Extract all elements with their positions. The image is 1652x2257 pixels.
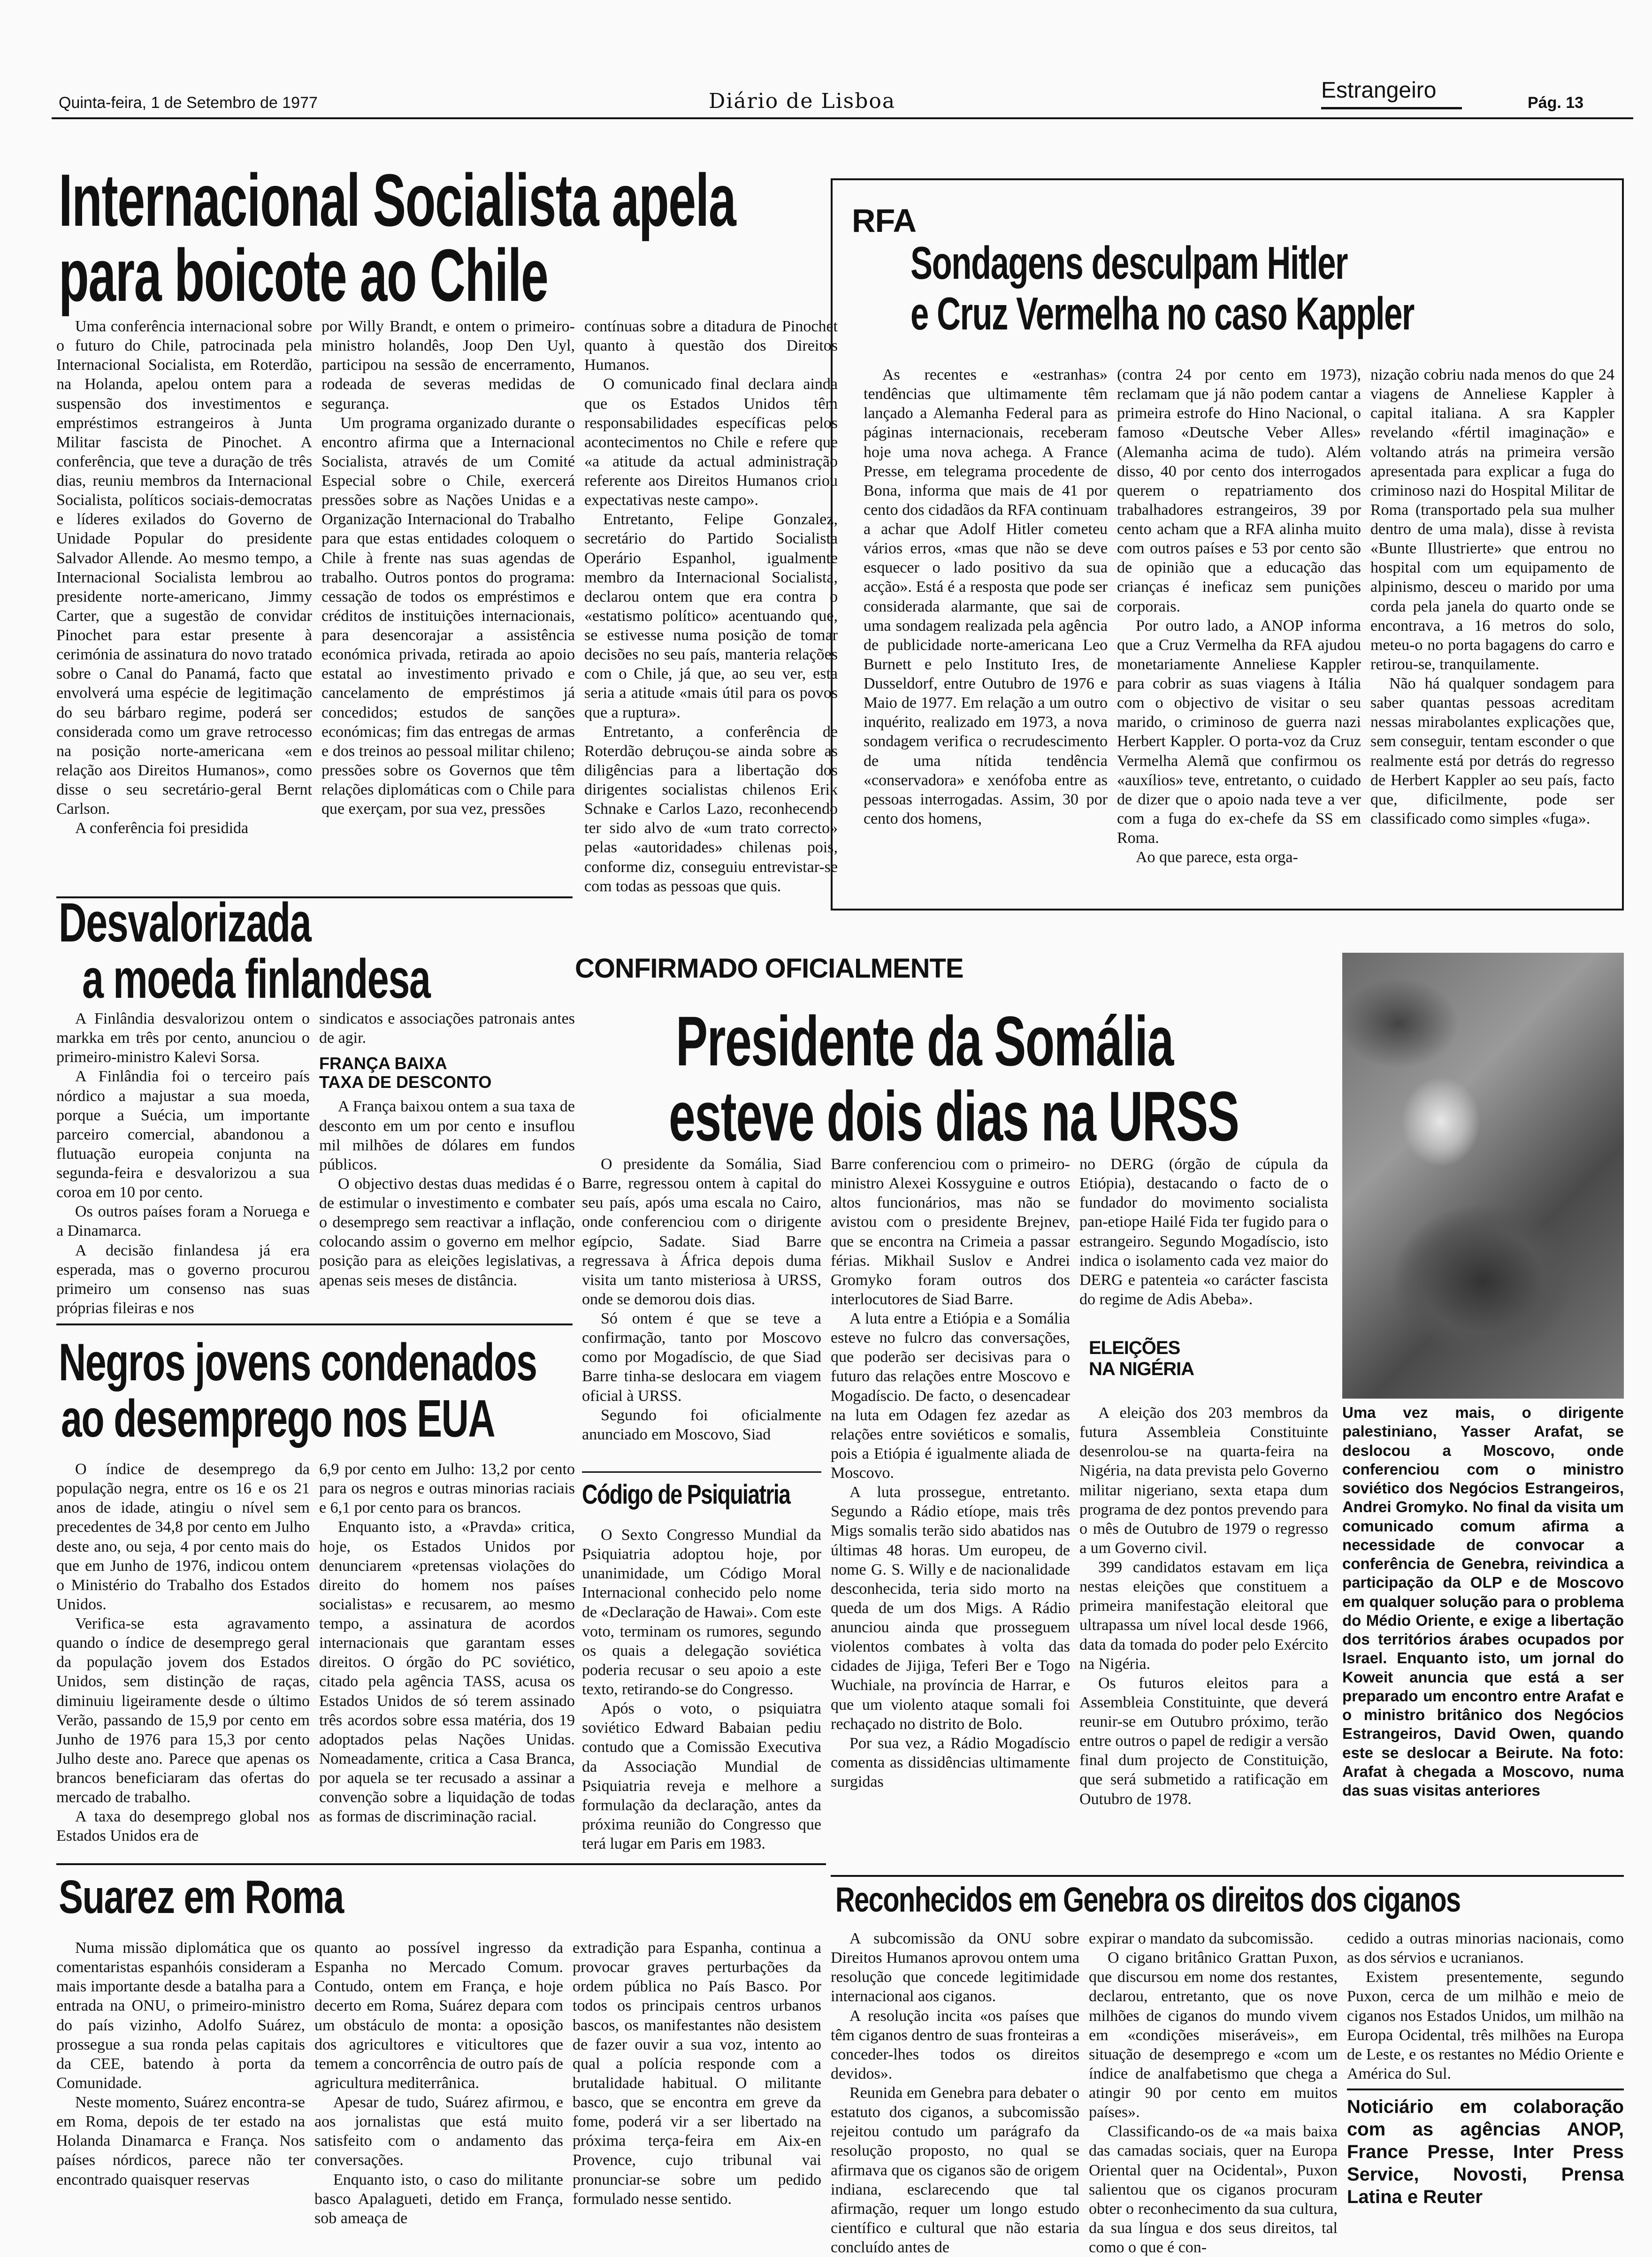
art5-paragraph: no DERG (órgão de cúpula da Etiópia), destacando o facto de o fundador do movimento socialista pan-etiope Hailé Fida ter fugido para o estrangeiro. Segundo Mogadíscio, isto indica o isolamento cada vez maior do DERG e patenteia «o carácter fascista do regime de Adis Abeba». — [1079, 1155, 1328, 1308]
art9-paragraph: Existem presentemente, segundo Puxon, cerca de um milhão e meio de ciganos nos Estados Unidos, um milhão na Europa Ocidental, três milhões na Europa de Leste, e os restantes no Médio Oriente e América do Sul. — [1347, 1968, 1624, 2082]
page-date: Quinta-feira, 1 de Setembro de 1977 — [59, 94, 318, 112]
art2-headline-line2: e Cruz Vermelha no caso Kappler — [910, 288, 1414, 339]
art3-subheading — [319, 1054, 575, 1091]
art5-column-2 — [831, 1155, 1070, 1873]
art5-column-3 — [1079, 1155, 1328, 1324]
art4-headline-line2: ao desemprego nos EUA — [61, 1389, 495, 1448]
art9-paragraph: cedido a outras minorias nacionais, como as dos sérvios e ucranianos. — [1347, 1930, 1624, 1967]
art3-paragraph: A Finlândia desvalorizou ontem o markka em três por cento, anunciou o primeiro-ministro Kalevi Sorsa. — [56, 1010, 310, 1066]
art5-paragraph: O presidente da Somália, Siad Barre, regressou ontem à capital do seu país, após uma escala no Cairo, onde conferenciou com o dirigente egípcio, Sadate. Siad Barre regressava à África depois duma visita um tanto misteriosa à URSS, onde se demorou dois dias. — [582, 1155, 821, 1308]
art5-paragraph: A luta prossegue, entretanto. Segundo a Rádio etíope, mais três Migs somalis terão sido abatidos nas últimas 48 horas. Um europeu, de nome G. S. Willy e de nacionalidade desconhecida, teria sido morto na queda de um dos Migs. A Rádio anunciou ainda que prosseguem violentos combates à volta das cidades de Jijiga, Teferi Ber e Togo Wuchiale, na província de Harrar, e que um violento ataque somali foi rechaçado no distrito de Bolo. — [831, 1484, 1070, 1733]
divider — [1347, 2089, 1624, 2090]
divider — [56, 1324, 573, 1325]
art3-paragraph: A decisão finlandesa já era esperada, mas o governo procurou primeiro um consenso nas suas próprias fileiras e nos — [56, 1241, 310, 1317]
art7-paragraph: Os futuros eleitos para a Assembleia Constituinte, que deverá reunir-se em Outubro próximo, terão entre outros o papel de redigir a versão final dum projecto de Constituição, que será submetido a ratificação em Outubro de 1978. — [1079, 1674, 1328, 1808]
art8-paragraph: Neste momento, Suárez encontra-se em Roma, depois de ter estado na Holanda Dinamarca e França. Nos países nórdicos, parece não ter encontrado quaisquer reservas — [56, 2094, 305, 2188]
art3-headline-line2: a moeda finlandesa — [82, 948, 430, 1010]
art4-paragraph: Verifica-se esta agravamento quando o índice de desemprego geral da população jovem dos Estados Unidos, sem distinção de raças, diminuiu ligeiramente desde o último Verão, passando de 15,9 por cento em Junho de 1976 para 15,3 por cento Julho deste ano. Parece que apenas os brancos beneficiaram das ofertas do mercado de trabalho. — [56, 1615, 310, 1806]
art8-column-1 — [56, 1938, 305, 2201]
art3-paragraph: A Finlândia foi o terceiro país nórdico a majustar a sua moeda, porque a Suécia, um importante parceiro comercial, abandonou a flutuação europeia conjunta na segunda-feira e desvalorizou a sua coroa em 10 por cento. — [56, 1068, 310, 1201]
art9-column-1 — [831, 1929, 1079, 2256]
art1-paragraph: Uma conferência internacional sobre o futuro do Chile, patrocinada pela Internacional Socialista, em Roterdão, na Holanda, apelou ontem para a suspensão dos investimentos e empréstimos estrangeiros à Junta Militar fascista de Pinochet. A conferência, que teve a duração de três dias, reuniu membros da Internacional Socialista, políticos sociais-democratas e líderes exilados do Governo de Unidade Popular do presidente Salvador Allende. Ao mesmo tempo, a Internacional Socialista lembrou ao presidente norte-americano, Jimmy Carter, que a sugestão de convidar Pinochet para estar presente à cerimónia de assinatura do novo tratado sobre o Canal do Panamá, facto que envolverá uma espécie de legitimação do seu bárbaro regime, poderá ser considerada como um grave retrocesso na posição norte-americana «em relação aos Direitos Humanos», como disse o seu secretário-geral Bernt Carlson. — [56, 318, 312, 818]
art6-body — [582, 1525, 821, 1873]
art7-paragraph: 399 candidatos estavam em liça nestas eleições que constituem a primeira manifestação eleitoral que ultrapassa um nível local desde 1966, data da tomada do poder pelo Exército na Nigéria. — [1079, 1559, 1328, 1673]
art3-subheading-line1: FRANÇA BAIXA — [319, 1054, 447, 1073]
art5-headline-line2: esteve dois dias na URSS — [669, 1077, 1239, 1155]
art2-column-2 — [1117, 365, 1361, 900]
art3-subheading-line2: TAXA DE DESCONTO — [319, 1072, 492, 1092]
art5-kicker: CONFIRMADO OFICIALMENTE — [575, 953, 964, 984]
art8-paragraph: Apesar de tudo, Suárez afirmou, e aos jornalistas que está muito satisfeito com o andamento das conversações. — [314, 2094, 563, 2169]
art5-paragraph: Só ontem é que se teve a confirmação, tanto por Moscovo como por Mogadíscio, de que Siad Barre tinha-se deslocara em viagem oficial à URSS. — [582, 1310, 821, 1405]
art2-paragraph: Ao que parece, esta orga- — [1136, 849, 1298, 866]
art8-headline: Suarez em Roma — [59, 1871, 344, 1923]
section-underline — [1321, 107, 1462, 109]
art3-paragraph: A França baixou ontem a sua taxa de desconto em um por cento e insuflou mil milhões de dólares em fundos públicos. — [319, 1098, 575, 1173]
page-number: Pág. 13 — [1528, 94, 1584, 112]
art5-headline-line1: Presidente da Somália — [676, 1002, 1173, 1080]
art8-paragraph: Numa missão diplomática que os comentaristas espanhóis consideram a mais importante desde a batalha para a entrada na ONU, o primeiro-ministro do país vizinho, Adolfo Suárez, prossegue a sua ronda pelas capitais da CEE, batendo à porta da Comunidade. — [56, 1939, 305, 2092]
art7-headline-line2: NA NIGÉRIA — [1089, 1359, 1194, 1379]
art4-column-1 — [56, 1460, 310, 1873]
arafat-photo — [1342, 953, 1624, 1399]
art2-paragraph: As recentes e «estranhas» tendências que ultimamente têm lançado a Alemanha Federal para as páginas internacionais, receberam hoje uma nova achega. A France Presse, em telegrama procedente de Bona, informa que mais de 41 por cento dos cidadãos da RFA continuam a achar que Adolf Hitler cometeu vários erros, «mas que não se deve esquecer o lado positivo da sua acção». Está é a resposta que pode ser considerada alarmante, que sai de uma sondagem realizada pela agência de publicidade norte-americana Leo Burnett e pelo Instituto Ires, de Dusseldorf, entre Outubro de 1976 e Maio de 1977. Em relação a um outro inquérito, realizado em 1973, a nova sondagem verifica o recrudescimento de uma nítida tendência «conservadora» e xenófoba entre as pessoas interrogadas. Assim, 30 por cento dos homens, — [864, 366, 1108, 827]
art1-column-3 — [584, 317, 838, 908]
art5-paragraph: Por sua vez, a Rádio Mogadíscio comenta as dissidências ultimamente surgidas — [831, 1734, 1070, 1790]
header-rule — [52, 117, 1633, 119]
art2-column-3 — [1370, 365, 1614, 900]
art6-headline: Código de Psiquiatria — [582, 1479, 790, 1510]
art2-paragraph: Não há qualquer sondagem para saber quantas pessoas acreditam nessas mirabolantes explicações que, sem conseguir, tentam esconder o que realmente está por detrás do regresso de Herbert Kappler ao seu país, facto que, dificilmente, pode ser classificado como simples «fuga». — [1370, 675, 1614, 827]
art8-paragraph: Enquanto isto, o caso do militante basco Apalagueti, detido em França, sob ameaça de — [314, 2171, 563, 2227]
art3-paragraph: sindicatos e associações patronais antes de agir. — [319, 1010, 575, 1047]
art1-paragraph: Um programa organizado durante o encontro afirma que a Internacional Socialista, através de um Comité Especial sobre o Chile, exercerá pressões sobre as Nações Unidas e a Organização Internacional do Trabalho para que estas entidades coloquem o Chile à frente nas suas agendas de trabalho. Outros pontos do programa: cessação de todos os empréstimos e créditos de instituições internacionais, para desencorajar a assistência económica privada, retirada ao apoio estatal ao investimento privado e cancelamento de empréstimos já concedidos; estudos de sanções económicas; fim das entregas de armas e dos treinos ao pessoal militar chileno; pressões sobre os Governos que têm relações diplomáticas com o Chile para que exerçam, por sua vez, pressões — [321, 414, 575, 818]
art8-paragraph: quanto ao possível ingresso da Espanha no Mercado Comum. Contudo, ontem em França, e hoje decerto em Roma, Suárez depara com um obstáculo de monta: a oposição dos agricultores e viticultores que temem a concorrência de outro país de agricultura mediterrânica. — [314, 1939, 563, 2092]
art7-paragraph: A eleição dos 203 membros da futura Assembleia Constituinte desenrolou-se na quarta-feira na Nigéria, na data prevista pelo Governo militar nigeriano, sexta etapa dum programa de dez pontos prevendo para o mês de Outubro de 1979 o regresso a um Governo civil. — [1079, 1404, 1328, 1557]
art8-column-3 — [573, 1938, 821, 2208]
art5-paragraph: A luta entre a Etiópia e a Somália esteve no fulcro das conversações, que poderão ser decisivas para o futuro das relações entre Moscovo e Mogadíscio. De facto, o desencadear na luta em Odagen fez azedar as relações entre soviéticos e somalis, pois a Etiópia é igualmente aliada de Moscovo. — [831, 1310, 1070, 1482]
divider — [831, 1875, 1624, 1877]
art2-label: RFA — [852, 202, 916, 239]
masthead: Diário de Lisboa — [709, 89, 896, 113]
art4-paragraph: O índice de desemprego da população negra, entre os 16 e os 21 anos de idade, atingiu o nível sem precedentes de 34,8 por cento em Julho deste ano, ou seja, 4 por cento mais do que em Junho de 1976, indicou ontem o Ministério do Trabalho dos Estados Unidos. — [56, 1461, 310, 1613]
art9-paragraph: A resolução incita «os países que têm ciganos dentro de suas fronteiras a conceder-lhes todos os direitos devidos». — [831, 2007, 1079, 2082]
art9-paragraph: Reunida em Genebra para debater o estatuto dos ciganos, a subcomissão rejeitou contudo um parágrafo da resolução proposto, no qual se afirmava que os ciganos são de origem indiana, esclarecendo que tal afirmação, requer um longo estudo científico e cultural que não estaria concluído antes de — [831, 2084, 1079, 2256]
art2-paragraph: Por outro lado, a ANOP informa que a Cruz Vermelha da RFA ajudou monetariamente Anneliese Kappler para cobrir as suas viagens à Itália com o objectivo de visitar o seu marido, o criminoso de guerra nazi Herbert Kappler. O porta-voz da Cruz Vermelha Alemã que confirmou os «auxílios» teve, entretanto, o cuidado de dizer que o apoio nada teve a ver com a fuga do ex-chefe da SS em Roma. — [1117, 617, 1361, 847]
art4-paragraph: Enquanto isto, a «Pravda» critica, hoje, os Estados Unidos por denunciarem «pretensas violações do direito do homem nos países socialistas» e recusarem, ao mesmo tempo, a assinatura de acordos internacionais que garantam esses direitos. O órgão do PC soviético, citado pela agência TASS, acusa os Estados Unidos de só terem assinado três acordos sobre essa matéria, dos 19 adoptados pelas Nações Unidas. Nomeadamente, critica a Casa Branca, por aquela se ter recusado a assinar a convenção sobre a liquidação de todas as formas de discriminação racial. — [319, 1518, 575, 1826]
agencies-note: Noticiário em colaboração com as agências ANOP, France Presse, Inter Press Service, Novosti, Prensa Latina e Reuter — [1347, 2096, 1624, 2207]
art2-column-1 — [864, 365, 1108, 900]
art4-column-2 — [319, 1460, 575, 1873]
art9-paragraph: O cigano britânico Grattan Puxon, que discursou em nome dos restantes, declarou, entretanto, que os nove milhões de ciganos do mundo vivem em «condições miseráveis», em situação de desemprego e «com um índice de analfabetismo que chega a atingir 90 por cento em muitos países». — [1089, 1949, 1338, 2121]
art3-paragraph: O objectivo destas duas medidas é o de estimular o investimento e combater o desemprego sem reactivar a inflação, colocando assim o governo em melhor posição para as eleições legislativas, a apenas seis meses de distância. — [319, 1175, 575, 1289]
art3-column-2 — [319, 1009, 575, 1319]
art1-paragraph: A conferência foi presidida — [75, 819, 249, 837]
art5-paragraph: Segundo foi oficialmente anunciado em Moscovo, Siad — [582, 1406, 821, 1443]
art1-column-1 — [56, 317, 312, 859]
section-name: Estrangeiro — [1321, 78, 1437, 103]
art4-paragraph: A taxa do desemprego global nos Estados Unidos era de — [56, 1808, 310, 1845]
art2-paragraph: nização cobriu nada menos do que 24 viagens de Anneliese Kappler à capital italiana. A sra Kappler revelando «fértil imaginação» e voltando atrás na primeira versão apresentada para explicar a fuga do criminoso nazi do Hospital Militar de Roma (transportado pela sua mulher dentro de uma mala), disse à revista «Bunte Illustrierte» que entrou no hospital com um equipamento de alpinismo, desceu o marido por uma corda pela janela do quarto onde se encontrava, a 16 metros do solo, meteu-o no porta bagagens do carro e retirou-se, tranquilamente. — [1370, 366, 1614, 673]
art8-paragraph: extradição para Espanha, continua a provocar graves perturbações da ordem pública no País Basco. Por todos os principais centros urbanos bascos, os manifestantes não desistem de fazer ouvir a sua voz, intento ao qual a polícia responde com a brutalidade habitual. O militante basco, que se encontra em greve da fome, poderá vir a ser libertado na próxima terça-feira em Aix-en Provence, cujo tribunal vai pronunciar-se sobre um pedido formulado nesse sentido. — [573, 1939, 821, 2208]
art2-headline-line1: Sondagens desculpam Hitler — [910, 237, 1348, 289]
art9-paragraph: Classificando-os de «a mais baixa das camadas sociais, quer na Europa Oriental quer na Ocidental», Puxon salientou que os ciganos procuram obter o reconhecimento da sua cultura, da sua língua e dos seus direitos, tal como o que é con- — [1089, 2123, 1338, 2256]
art4-paragraph: 6,9 por cento em Julho: 13,2 por cento para os negros e outras minorias raciais e 6,1 por cento para os brancos. — [319, 1461, 575, 1517]
art1-headline-line1: Internacional Socialista apela — [59, 159, 736, 242]
art1-paragraph: Entretanto, Felipe Gonzalez, secretário do Partido Socialista Operário Espanhol, igualmente membro da Internacional Socialista, declarou ontem que era contra o «estatismo político» acentuando que, se estivesse numa posição de tomar decisões no seu país, manteria relações com o Chile, já que, ao seu ver, esta seria a atitude «mais útil para os povos que a ruptura». — [584, 511, 838, 721]
divider — [582, 1471, 821, 1473]
art9-paragraph: expirar o mandato da subcomissão. — [1089, 1930, 1314, 1947]
art9-headline: Reconhecidos em Genebra os direitos dos ciganos — [835, 1880, 1461, 1919]
art5-column-1 — [582, 1155, 821, 1443]
art7-headline-line1: ELEIÇÕES — [1089, 1338, 1180, 1358]
art3-column-1 — [56, 1009, 310, 1319]
art3-paragraph: Os outros países foram a Noruega e a Dinamarca. — [56, 1203, 310, 1240]
art7-body — [1079, 1403, 1328, 1873]
art1-column-2 — [321, 317, 575, 859]
art1-paragraph: O comunicado final declara ainda que os Estados Unidos têm responsabilidades específicas pelos acontecimentos no Chile e refere que «a atitude da actual administração referente aos Direitos Humanos criou expectativas neste campo». — [584, 375, 838, 509]
art1-headline-line2: para boicote ao Chile — [59, 234, 548, 317]
art6-paragraph: Após o voto, o psiquiatra soviético Edward Babaian pediu contudo que a Comissão Executiva da Associação Mundial de Psiquiatria reveja e melhore a formulação da declaração, antes da próxima reunião do Congresso que terá lugar em Paris em 1983. — [582, 1700, 821, 1852]
art9-column-2 — [1089, 1929, 1338, 2256]
art6-paragraph: O Sexto Congresso Mundial da Psiquiatria adoptou hoje, por unanimidade, um Código Moral Internacional conhecido pelo nome de «Declaração de Hawai». Com este voto, terminam os rumores, segundo os quais a delegação soviética poderia recusar o seu apoio a este texto, retirando-se do Congresso. — [582, 1526, 821, 1698]
art2-paragraph: (contra 24 por cento em 1973), reclamam que já não podem cantar a primeira estrofe do Hino Nacional, o famoso «Deutsche Veber Alles» (Alemanha acima de tudo). Além disso, 40 por cento dos interrogados querem o repatriamento dos trabalhadores estrangeiros, 39 por cento acham que a RFA alinha muito com outros países e 53 por cento são de opinião que a educação das crianças é ineficaz sem punições corporais. — [1117, 366, 1361, 615]
art4-headline-line1: Negros jovens condenados — [59, 1333, 537, 1392]
divider — [56, 1863, 826, 1865]
art8-column-2 — [314, 1938, 563, 2227]
photo-caption: Uma vez mais, o dirigente palestiniano, Yasser Arafat, se deslocou a Moscovo, onde conferenciou com o ministro soviético dos Negócios Estrangeiros, Andrei Gromyko. No final da visita um comunicado comum afirma a necessidade de convocar a conferência de Genebra, reivindica a participação da OLP e de Moscovo em qualquer solução para o problema do Médio Oriente, e exige a libertação dos territórios árabes ocupados por Israel. Enquanto isto, um jornal do Koweit anuncia que está a ser preparado um encontro entre Arafat e o ministro britânico dos Negócios Estrangeiros, David Owen, quando este se deslocar a Beirute. Na foto: Arafat à chegada a Moscovo, numa das suas visitas anteriores — [1342, 1404, 1624, 1799]
art1-paragraph: Entretanto, a conferência de Roterdão debruçou-se ainda sobre as diligências para a libertação dos dirigentes socialistas chilenos Erik Schnake e Carlos Lazo, reconhecendo ter sido alvo de «um trato correcto» pelas «autoridades» chilenas pois, conforme diz, conseguiu entrevistar-se com todas as pessoas que quis. — [584, 723, 838, 895]
art1-paragraph: por Willy Brandt, e ontem o primeiro-ministro holandês, Joop Den Uyl, participou na sessão de encerramento, rodeada de severas medidas de segurança. — [321, 318, 575, 413]
art1-paragraph: contínuas sobre a ditadura de Pinochet quanto à questão dos Direitos Humanos. — [584, 318, 838, 374]
art9-column-3 — [1347, 1929, 1624, 2082]
art5-paragraph: Barre conferenciou com o primeiro-ministro Alexei Kossyguine e outros altos funcionários, mas não se avistou com o presidente Brejnev, que se encontra na Crimeia a passar férias. Mikhail Suslov e Andrei Gromyko foram outros dos interlocutores de Siad Barre. — [831, 1155, 1070, 1308]
art3-headline-line1: Desvalorizada — [59, 892, 311, 954]
art9-paragraph: A subcomissão da ONU sobre Direitos Humanos aprovou ontem uma resolução que concede legitimidade internacional aos ciganos. — [831, 1930, 1079, 2005]
